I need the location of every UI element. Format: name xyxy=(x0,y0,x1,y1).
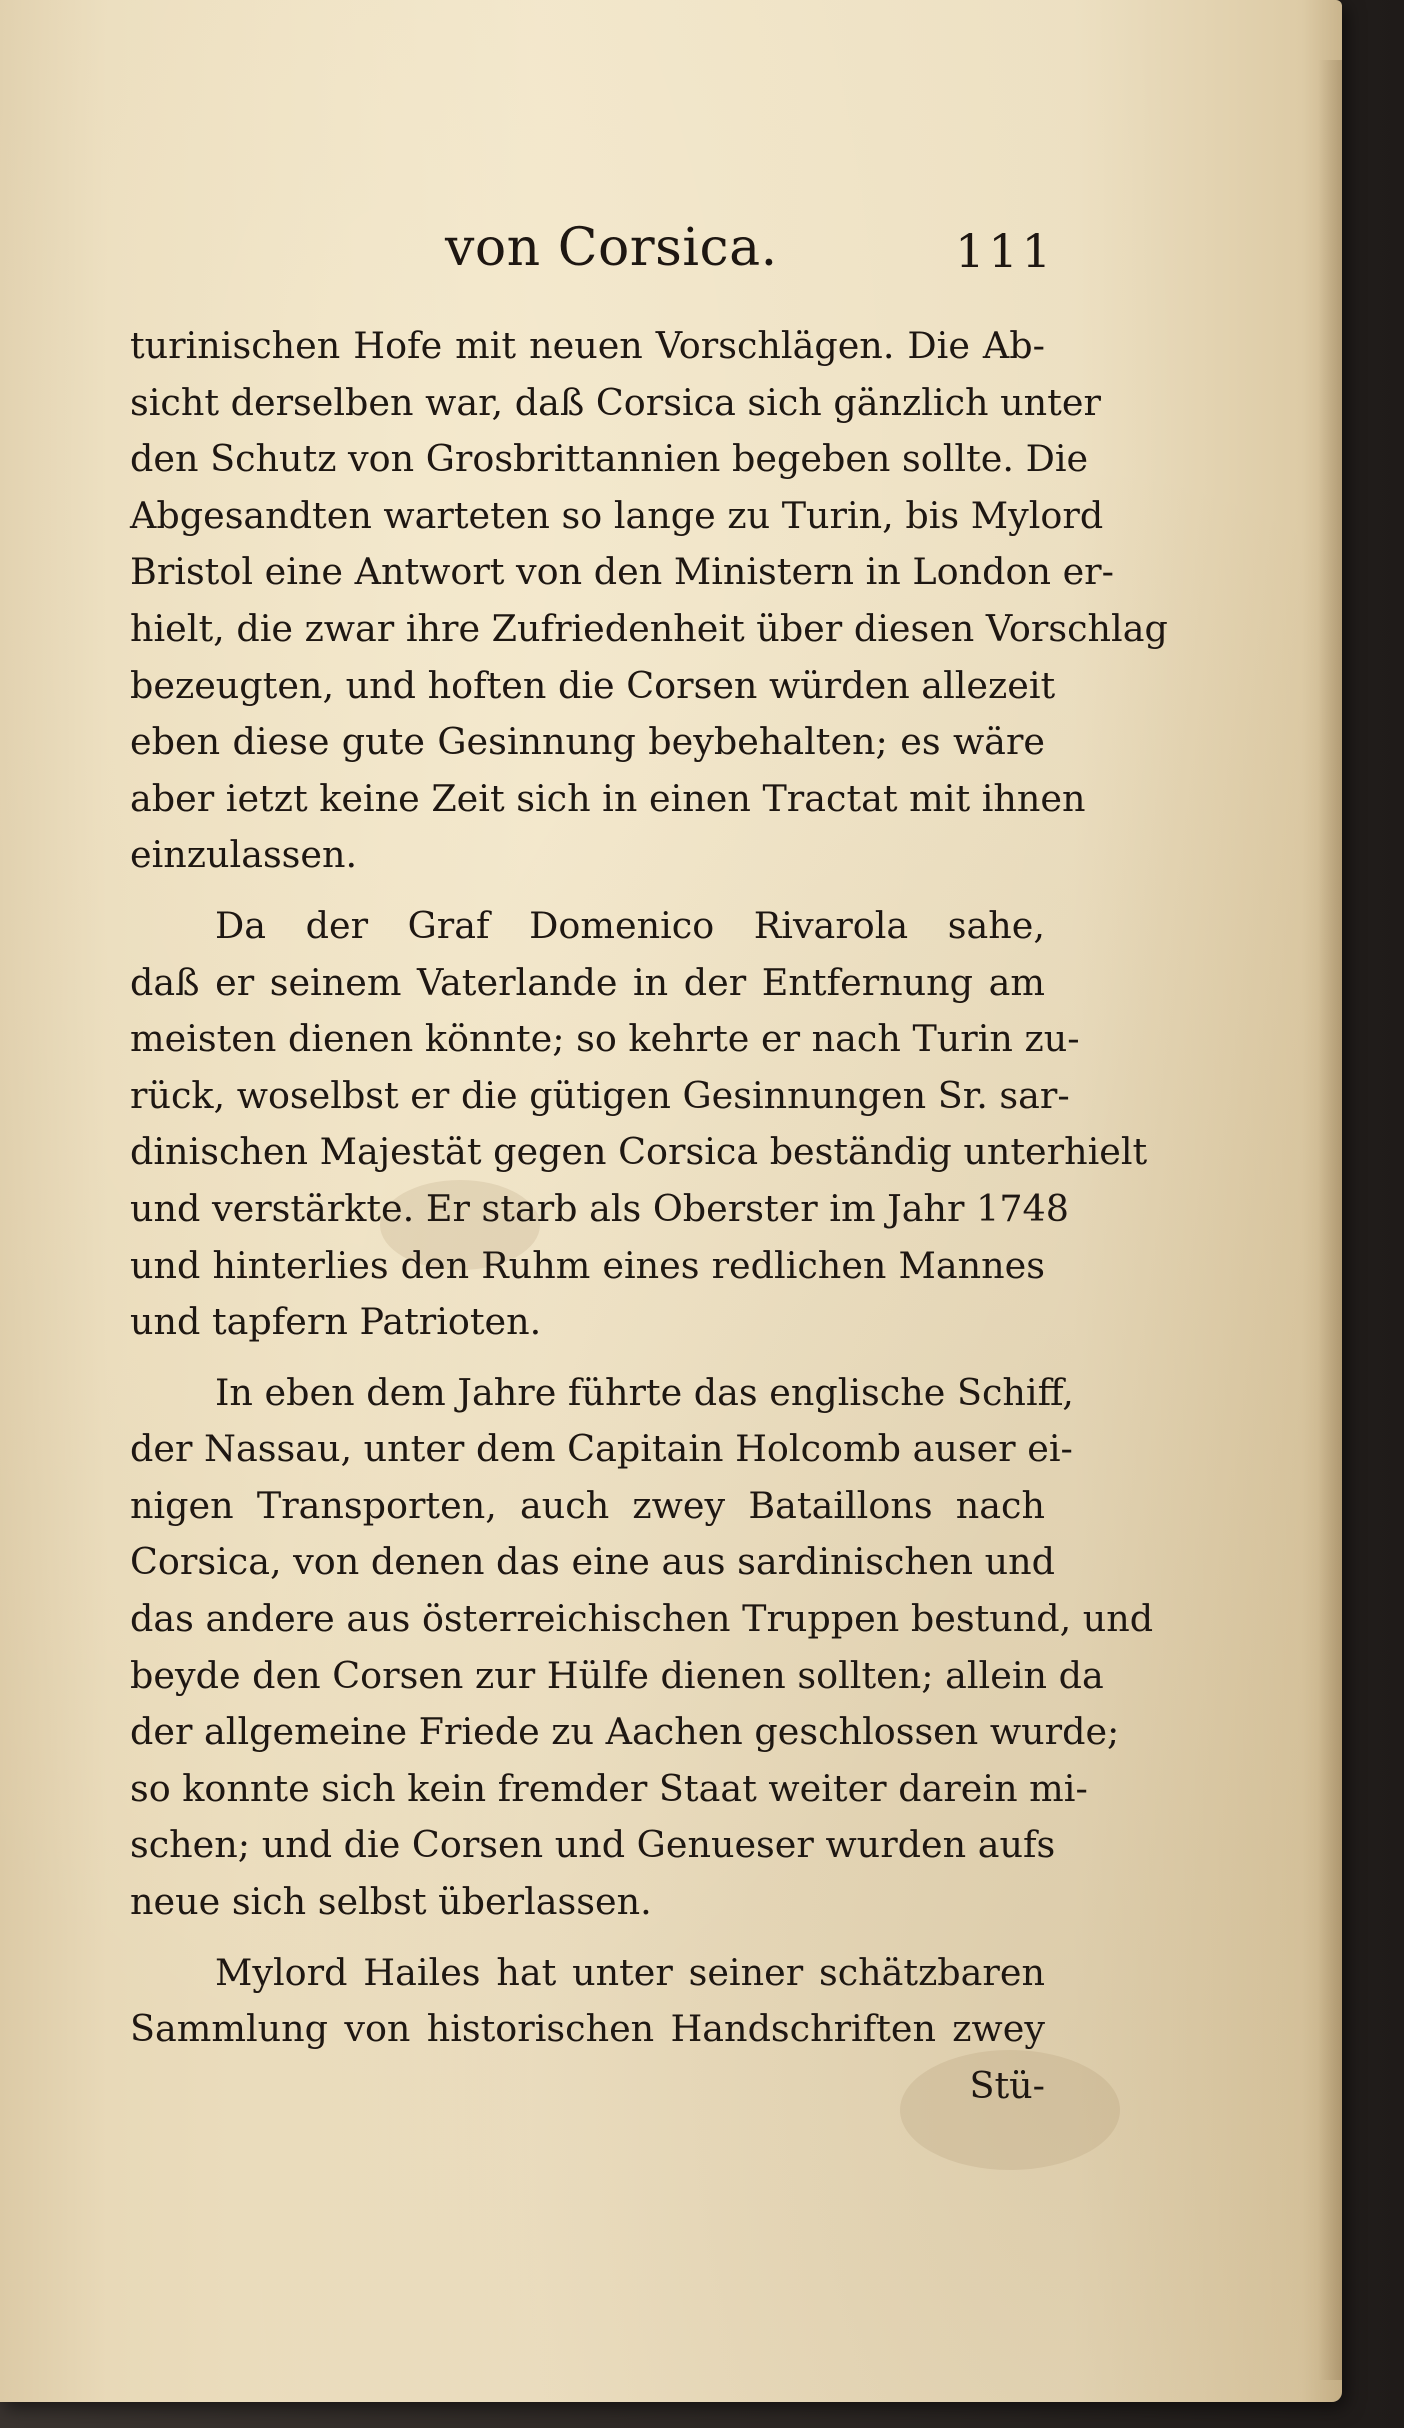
text-line: der allgemeine Friede zu Aachen geschlossen wurde; xyxy=(130,1710,1120,1754)
text-line: aber ietzt keine Zeit sich in einen Tractat mit ihnen xyxy=(130,776,1086,820)
text-line: meisten dienen könnte; so kehrte er nach Turin zu- xyxy=(130,1017,1080,1061)
text-line: eben diese gute Gesinnung beybehalten; es wäre xyxy=(130,720,1045,764)
paragraph xyxy=(130,1365,1154,1931)
catchword: Stü- xyxy=(969,2063,1045,2107)
text-line: hielt, die zwar ihre Zufriedenheit über diesen Vorschlag xyxy=(130,606,1168,650)
paragraph xyxy=(130,318,1168,884)
text-line: Bristol eine Antwort von den Ministern in London er- xyxy=(130,550,1114,594)
text-line: Mylord Hailes hat unter seiner schätzbaren xyxy=(215,1950,1045,1994)
text-line: turinischen Hofe mit neuen Vorschlägen. Die Ab- xyxy=(130,324,1045,367)
text-line: Corsica, von denen das eine aus sardinischen und xyxy=(130,1540,1056,1584)
page-header xyxy=(130,218,1055,288)
page-number: 111 xyxy=(955,224,1055,278)
running-title: von Corsica. xyxy=(445,218,778,278)
text-line: Da der Graf Domenico Rivarola sahe, xyxy=(215,903,1045,947)
text-line: neue sich selbst überlassen. xyxy=(130,1880,652,1924)
text-line: beyde den Corsen zur Hülfe dienen sollten; allein da xyxy=(130,1653,1104,1697)
text-line: und tapfern Patrioten. xyxy=(130,1300,542,1344)
text-line: und hinterlies den Ruhm eines redlichen Mannes xyxy=(130,1243,1045,1287)
text-line: so konnte sich kein fremder Staat weiter darein mi- xyxy=(130,1766,1088,1810)
text-line: rück, woselbst er die gütigen Gesinnungen Sr. sar- xyxy=(130,1073,1070,1117)
paragraph xyxy=(130,898,1148,1351)
text-line: Abgesandten warteten so lange zu Turin, bis Mylord xyxy=(130,493,1104,537)
text-line: sicht derselben war, daß Corsica sich gänzlich unter xyxy=(130,380,1101,424)
text-line: daß er seinem Vaterlande in der Entfernung am xyxy=(130,960,1045,1004)
text-line: In eben dem Jahre führte das englische Schiff, xyxy=(215,1370,1074,1414)
text-line: Sammlung von historischen Handschriften zwey xyxy=(130,2007,1045,2051)
text-line: nigen Transporten, auch zwey Bataillons nach xyxy=(130,1483,1045,1527)
body-text xyxy=(130,318,1168,2114)
page-edge-shading xyxy=(1318,60,1342,2380)
text-line: der Nassau, unter dem Capitain Holcomb auser ei- xyxy=(130,1427,1073,1471)
text-line: bezeugten, und hoften die Corsen würden allezeit xyxy=(130,663,1056,707)
paragraph xyxy=(130,1945,1045,2058)
text-line: den Schutz von Grosbrittannien begeben sollte. Die xyxy=(130,437,1089,481)
text-line: dinischen Majestät gegen Corsica beständig unterhielt xyxy=(130,1130,1148,1174)
text-line: und verstärkte. Er starb als Oberster im Jahr 1748 xyxy=(130,1186,1070,1230)
text-line: schen; und die Corsen und Genueser wurden aufs xyxy=(130,1823,1056,1867)
text-line: einzulassen. xyxy=(130,833,358,877)
text-line: das andere aus österreichischen Truppen bestund, und xyxy=(130,1597,1154,1641)
